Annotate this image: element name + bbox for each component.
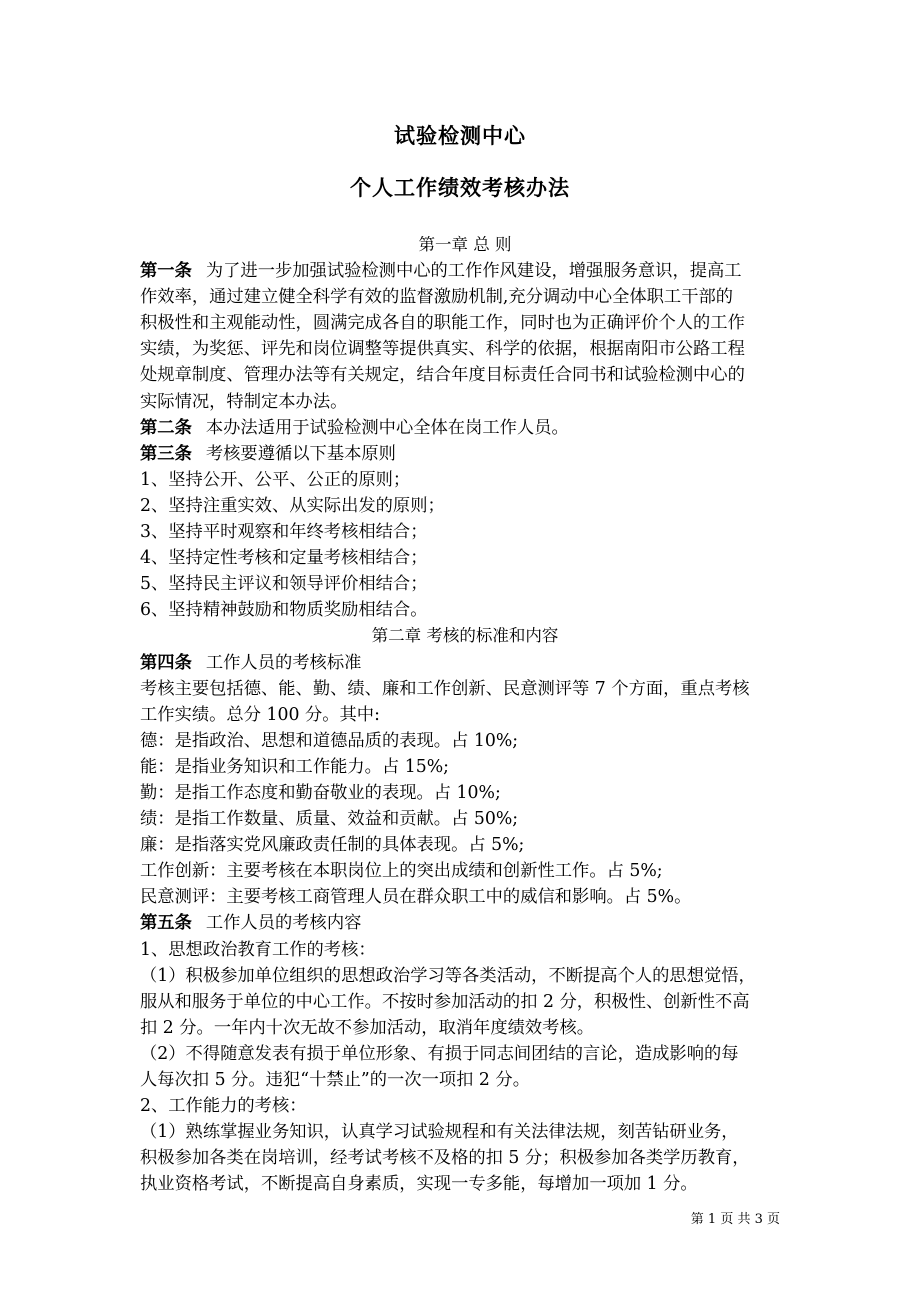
paragraph-line: 考核主要包括德、能、勤、绩、廉和工作创新、民意测评等 7 个方面，重点考核 bbox=[140, 678, 750, 699]
article-line bbox=[140, 441, 790, 467]
article-line bbox=[140, 415, 790, 441]
article-label: 第五条 bbox=[140, 913, 192, 934]
paragraph-line: 工作实绩。总分 100 分。其中: bbox=[140, 704, 380, 725]
paragraph-line: 执业资格考试，不断提高自身素质，实现一专多能，每增加一项加 1 分。 bbox=[140, 1174, 698, 1195]
paragraph-line: 廉：是指落实党风廉政责任制的具体表现。占 5%; bbox=[140, 835, 525, 856]
paragraph-line: 积极性和主观能动性，圆满完成各自的职能工作，同时也为正确评价个人的工作 bbox=[140, 313, 745, 334]
article-text: 考核要遵循以下基本原则 bbox=[205, 443, 396, 464]
paragraph-line: 4、坚持定性考核和定量考核相结合； bbox=[140, 548, 428, 569]
paragraph-line: 民意测评：主要考核工商管理人员在群众职工中的威信和影响。占 5%。 bbox=[140, 887, 692, 908]
paragraph-line: 扣 2 分。一年内十次无故不参加活动，取消年度绩效考核。 bbox=[140, 1017, 595, 1038]
paragraph-line: 能：是指业务知识和工作能力。占 15%; bbox=[140, 756, 449, 777]
paragraph-line: 积极参加各类在岗培训，经考试考核不及格的扣 5 分；积极参加各类学历教育， bbox=[140, 1148, 750, 1169]
paragraph-line: 6、坚持精神鼓励和物质奖励相结合。 bbox=[140, 600, 428, 621]
paragraph-line: 德：是指政治、思想和道德品质的表现。占 10%; bbox=[140, 730, 519, 751]
article-label: 第二条 bbox=[140, 417, 192, 438]
paragraph-line: 处规章制度、管理办法等有关规定，结合年度目标责任合同书和试验检测中心的 bbox=[140, 365, 745, 386]
chapter-heading: 第二章 考核的标准和内容 bbox=[371, 626, 559, 646]
paragraph-line: 工作创新：主要考核在本职岗位上的突出成绩和创新性工作。占 5%; bbox=[140, 861, 663, 882]
article-text: 工作人员的考核标准 bbox=[205, 652, 362, 673]
article-label: 第四条 bbox=[140, 652, 192, 673]
document-body bbox=[140, 232, 790, 1197]
paragraph-line: 2、工作能力的考核： bbox=[140, 1096, 307, 1117]
article-line bbox=[140, 650, 790, 676]
article-label: 第三条 bbox=[140, 443, 192, 464]
article-text: 为了进一步加强试验检测中心的工作作风建设，增强服务意识，提高工 bbox=[205, 261, 742, 282]
paragraph-line: 2、坚持注重实效、从实际出发的原则； bbox=[140, 495, 445, 516]
article-text: 本办法适用于试验检测中心全体在岗工作人员。 bbox=[205, 417, 569, 438]
paragraph-line: 实绩，为奖惩、评先和岗位调整等提供真实、科学的依据，根据南阳市公路工程 bbox=[140, 339, 745, 360]
document-subtitle: 个人工作绩效考核办法 bbox=[350, 176, 570, 200]
paragraph-line: 勤：是指工作态度和勤奋敬业的表现。占 10%; bbox=[140, 782, 501, 803]
chapter-heading: 第一章 总 则 bbox=[418, 235, 512, 254]
article-line bbox=[140, 910, 790, 936]
paragraph-line: （2）不得随意发表有损于单位形象、有损于同志间团结的言论，造成影响的每 bbox=[140, 1043, 739, 1064]
paragraph-line: 实际情况，特制定本办法。 bbox=[140, 391, 348, 412]
document-title: 试验检测中心 bbox=[394, 124, 526, 148]
page-footer: 第 1 页 共 3 页 bbox=[690, 1212, 780, 1227]
paragraph-line: 3、坚持平时观察和年终考核相结合； bbox=[140, 522, 428, 543]
paragraph-line: 人每次扣 5 分。违犯“十禁止”的一次一项扣 2 分。 bbox=[140, 1070, 530, 1090]
paragraph-line: 5、坚持民主评议和领导评价相结合； bbox=[140, 574, 428, 595]
paragraph-line: 绩：是指工作数量、质量、效益和贡献。占 50%; bbox=[140, 809, 519, 830]
article-label: 第一条 bbox=[140, 261, 192, 282]
paragraph-line: 服从和服务于单位的中心工作。不按时参加活动的扣 2 分，积极性、创新性不高 bbox=[140, 991, 750, 1012]
article-line bbox=[140, 258, 790, 284]
article-text: 工作人员的考核内容 bbox=[205, 913, 362, 934]
paragraph-line: （1）熟练掌握业务知识，认真学习试验规程和有关法律法规，刻苦钻研业务， bbox=[140, 1122, 739, 1143]
paragraph-line: 作效率，通过建立健全科学有效的监督激励机制,充分调动中心全体职工干部的 bbox=[140, 287, 734, 308]
paragraph-line: （1）积极参加单位组织的思想政治学习等各类活动，不断提高个人的思想觉悟， bbox=[140, 965, 756, 986]
paragraph-line: 1、思想政治教育工作的考核： bbox=[140, 939, 376, 960]
paragraph-line: 1、坚持公开、公平、公正的原则； bbox=[140, 469, 411, 490]
